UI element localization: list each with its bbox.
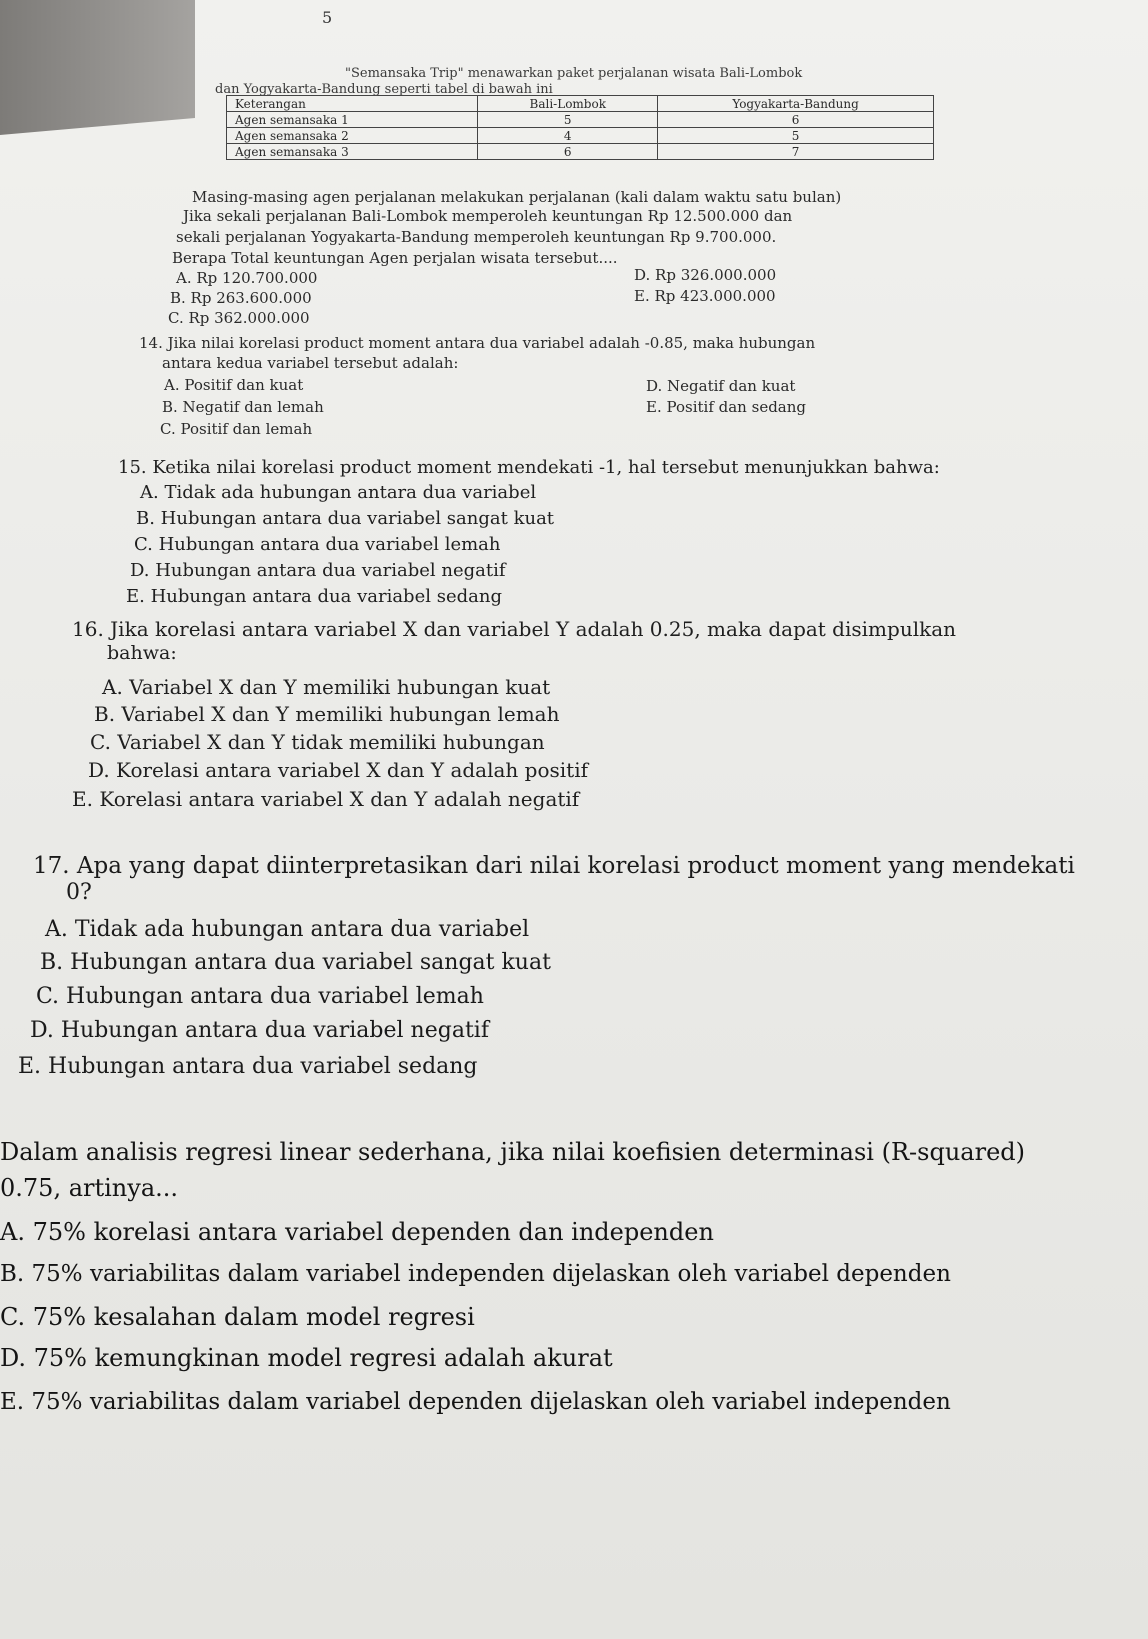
q17-option-a: A. Tidak ada hubungan antara dua variabel — [45, 917, 530, 942]
q16-question-cont: bahwa: — [107, 642, 177, 664]
q15-question: 15. Ketika nilai korelasi product moment mendekati -1, hal tersebut menunjukkan bahwa: — [118, 457, 940, 478]
table-cell: Agen semansaka 3 — [227, 144, 478, 160]
q13-option-b: B. Rp 263.600.000 — [170, 289, 312, 307]
page-number: 5 — [322, 8, 333, 27]
q13-line: Jika sekali perjalanan Bali-Lombok memperoleh keuntungan Rp 12.500.000 dan — [183, 207, 793, 225]
table-header-cell: Yogyakarta-Bandung — [658, 96, 934, 112]
table-cell: 5 — [478, 112, 658, 128]
q17-option-b: B. Hubungan antara dua variabel sangat kuat — [40, 950, 551, 975]
q16-option-d: D. Korelasi antara variabel X dan Y adalah positif — [88, 758, 588, 782]
q14-question: 14. Jika nilai korelasi product moment antara dua variabel adalah -0.85, maka hubungan — [139, 334, 816, 352]
q13-option-d: D. Rp 326.000.000 — [634, 266, 777, 284]
intro-line-1: "Semansaka Trip" menawarkan paket perjalanan wisata Bali-Lombok — [345, 66, 803, 81]
q17-question: 17. Apa yang dapat diinterpretasikan dari nilai korelasi product moment yang mendekati — [33, 853, 1075, 879]
q14-option-b: B. Negatif dan lemah — [162, 398, 324, 416]
q13-option-e: E. Rp 423.000.000 — [634, 287, 776, 305]
q14-option-d: D. Negatif dan kuat — [646, 377, 796, 395]
q18-option-a: A. 75% korelasi antara variabel dependen dan independen — [0, 1218, 714, 1246]
q17-option-c: C. Hubungan antara dua variabel lemah — [36, 984, 484, 1009]
table-row — [227, 144, 934, 160]
q17-question-cont: 0? — [66, 880, 92, 905]
q16-option-e: E. Korelasi antara variabel X dan Y adalah negatif — [72, 787, 580, 811]
table-cell: 7 — [658, 144, 934, 160]
q14-option-e: E. Positif dan sedang — [646, 398, 806, 416]
q17-option-e: E. Hubungan antara dua variabel sedang — [18, 1054, 478, 1079]
q18-question: Dalam analisis regresi linear sederhana, jika nilai koefisien determinasi (R-squared) — [0, 1138, 1025, 1166]
table-cell: Agen semansaka 1 — [227, 112, 478, 128]
agent-table — [226, 95, 934, 160]
q15-option-e: E. Hubungan antara dua variabel sedang — [126, 586, 502, 607]
q13-option-a: A. Rp 120.700.000 — [176, 269, 318, 287]
table-row — [227, 128, 934, 144]
q14-option-a: A. Positif dan kuat — [164, 376, 304, 394]
q18-option-e: E. 75% variabilitas dalam variabel dependen dijelaskan oleh variabel independen — [0, 1389, 951, 1415]
q15-option-b: B. Hubungan antara dua variabel sangat kuat — [136, 508, 555, 529]
q13-line: Masing-masing agen perjalanan melakukan perjalanan (kali dalam waktu satu bulan) — [192, 188, 842, 206]
q13-line: Berapa Total keuntungan Agen perjalan wisata tersebut.... — [172, 249, 618, 267]
q18-question-cont: 0.75, artinya... — [0, 1174, 179, 1202]
table-header-cell: Keterangan — [227, 96, 478, 112]
q16-option-a: A. Variabel X dan Y memiliki hubungan kuat — [102, 675, 551, 699]
table-header-row — [227, 96, 934, 112]
table-cell: 6 — [478, 144, 658, 160]
q15-option-c: C. Hubungan antara dua variabel lemah — [134, 534, 501, 555]
q18-option-d: D. 75% kemungkinan model regresi adalah akurat — [0, 1344, 613, 1372]
table-cell: 5 — [658, 128, 934, 144]
table-cell: 6 — [658, 112, 934, 128]
q13-option-c: C. Rp 362.000.000 — [168, 309, 310, 327]
table-row — [227, 112, 934, 128]
table-cell: Agen semansaka 2 — [227, 128, 478, 144]
q16-option-b: B. Variabel X dan Y memiliki hubungan lemah — [94, 702, 560, 726]
q18-option-b: B. 75% variabilitas dalam variabel independen dijelaskan oleh variabel dependen — [0, 1261, 951, 1287]
q14-question-cont: antara kedua variabel tersebut adalah: — [162, 354, 459, 372]
table-cell: 4 — [478, 128, 658, 144]
q16-option-c: C. Variabel X dan Y tidak memiliki hubungan — [90, 730, 545, 754]
q17-option-d: D. Hubungan antara dua variabel negatif — [30, 1018, 489, 1043]
q13-line: sekali perjalanan Yogyakarta-Bandung memperoleh keuntungan Rp 9.700.000. — [176, 228, 777, 246]
intro-line-2: dan Yogyakarta-Bandung seperti tabel di bawah ini — [215, 82, 553, 97]
q14-option-c: C. Positif dan lemah — [160, 420, 313, 438]
q15-option-d: D. Hubungan antara dua variabel negatif — [130, 560, 506, 581]
table-header-cell: Bali-Lombok — [478, 96, 658, 112]
q15-option-a: A. Tidak ada hubungan antara dua variabel — [140, 482, 537, 503]
q18-option-c: C. 75% kesalahan dalam model regresi — [0, 1303, 475, 1331]
q16-question: 16. Jika korelasi antara variabel X dan variabel Y adalah 0.25, maka dapat disimpulkan — [72, 617, 957, 641]
